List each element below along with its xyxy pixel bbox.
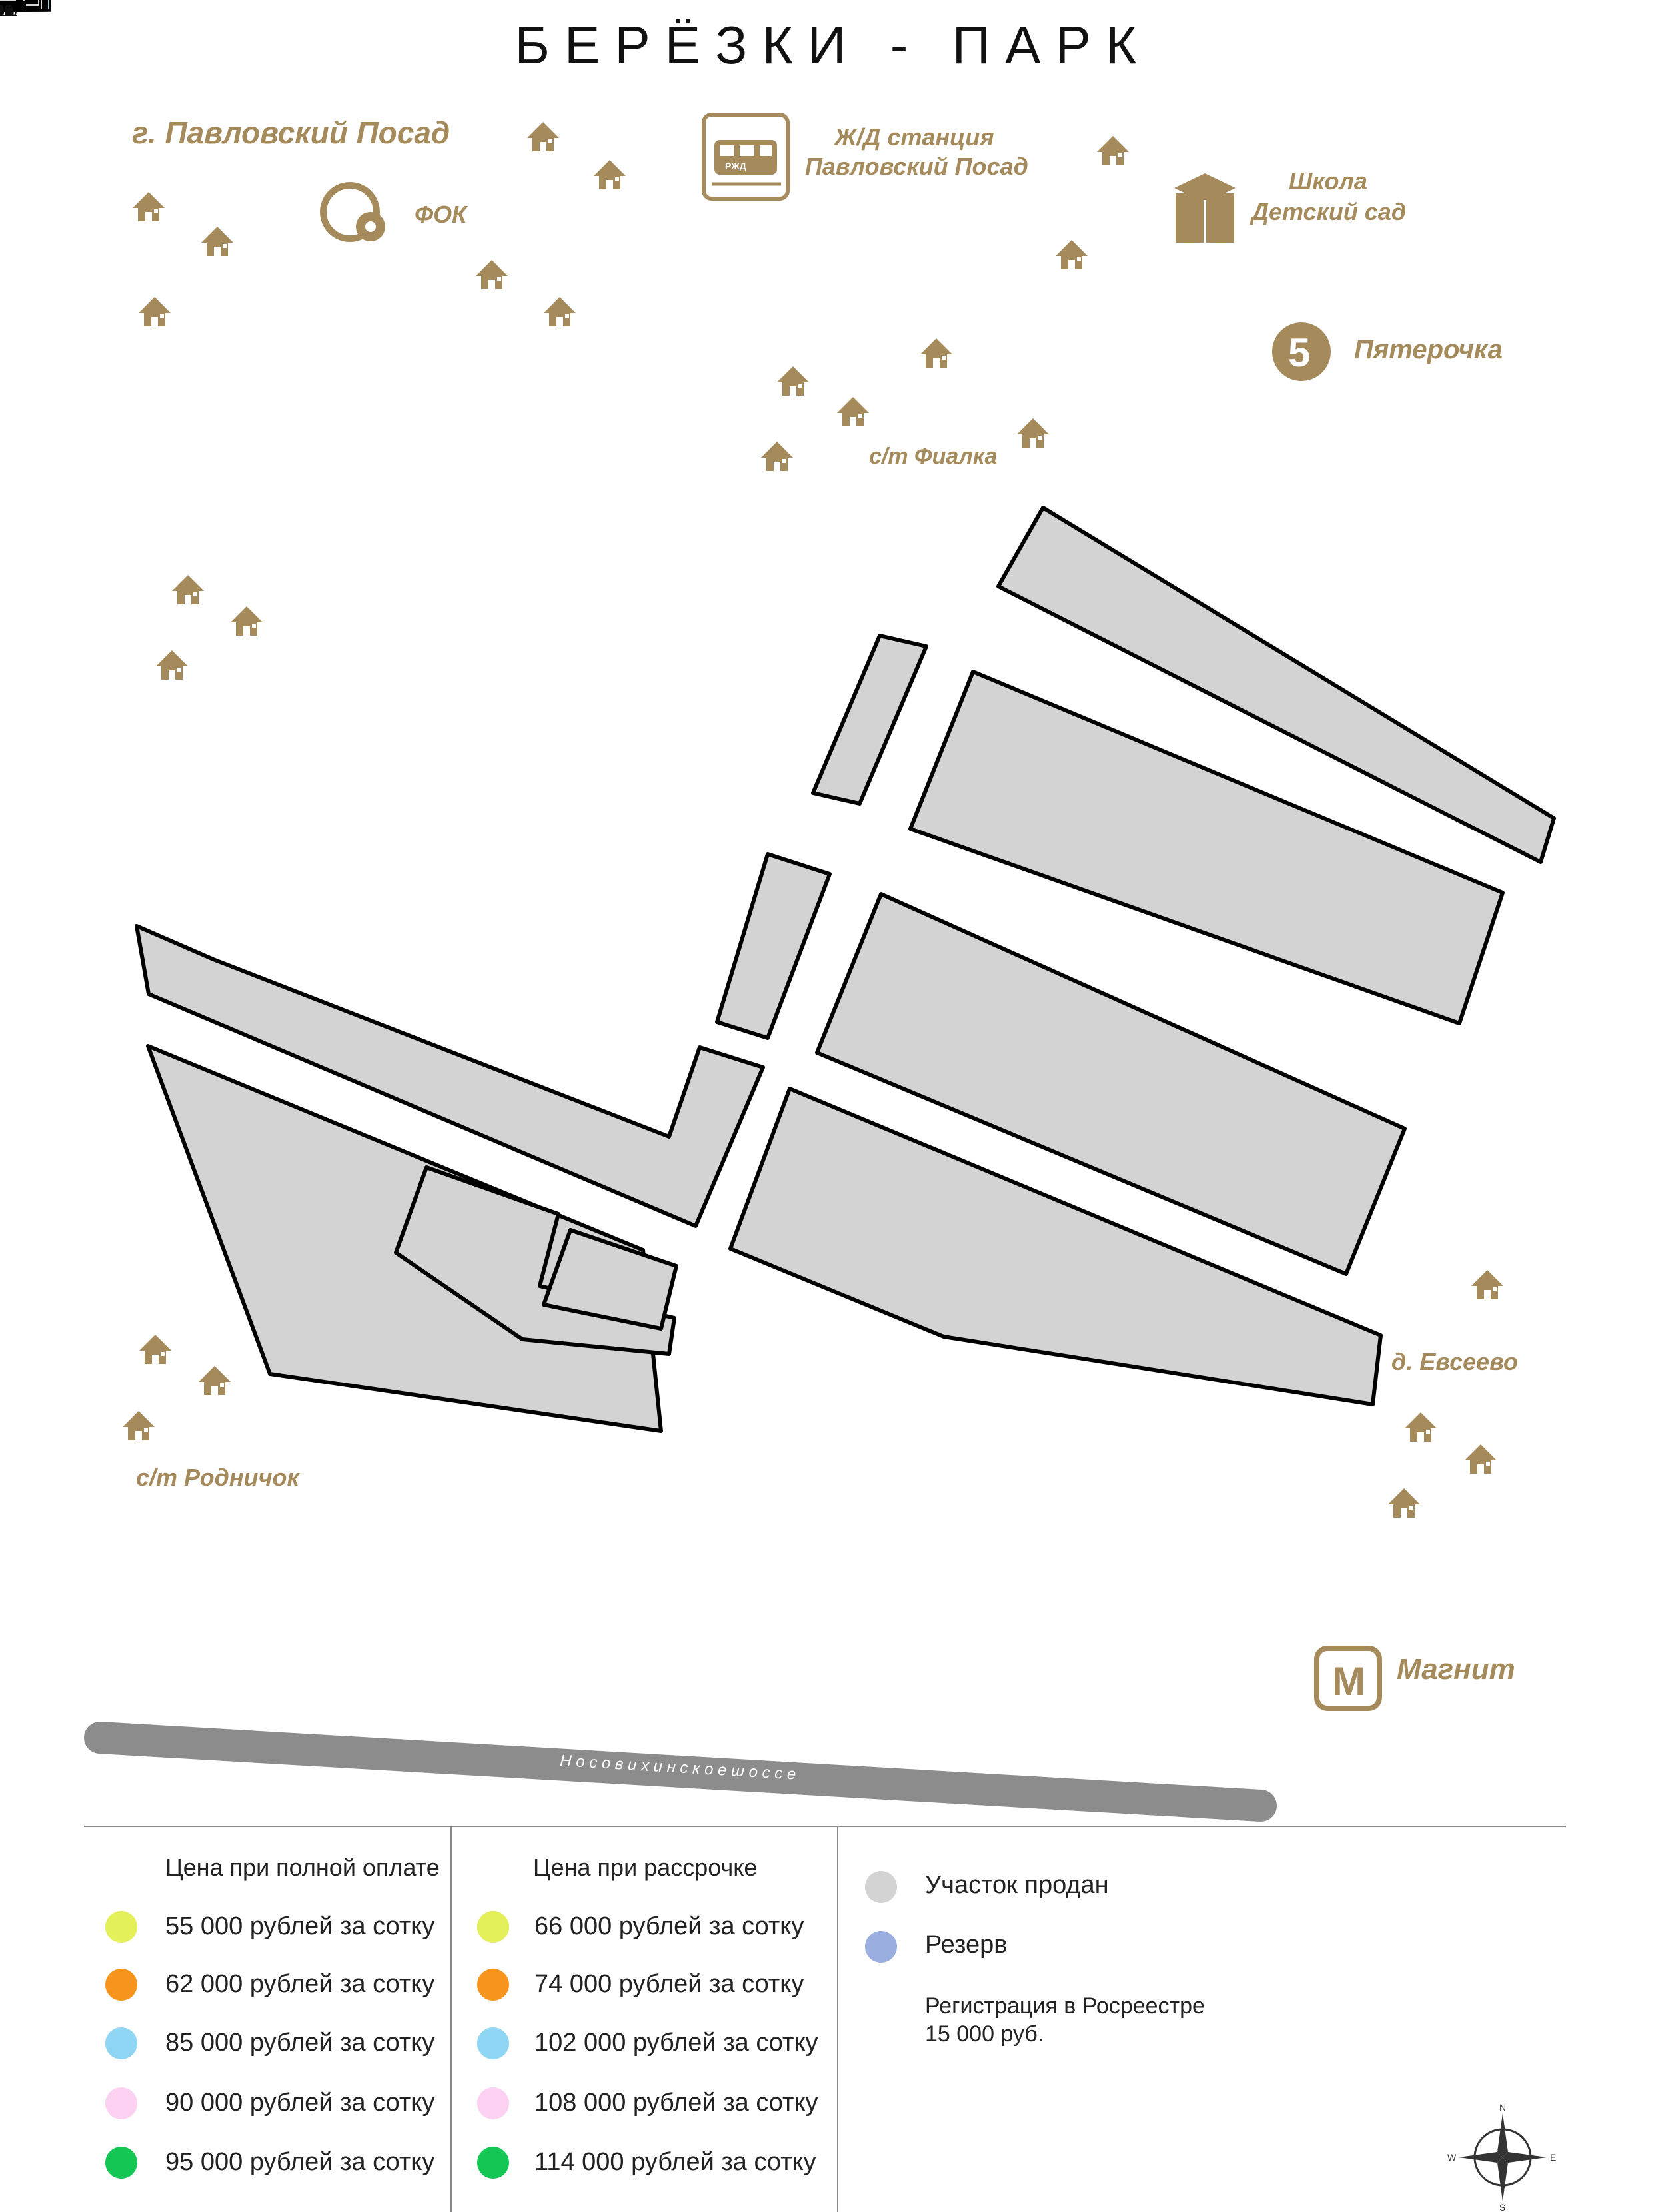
lot-area: 0	[4, 2, 14, 20]
lot-area: 0	[4, 2, 14, 20]
house-icon	[199, 1366, 231, 1395]
lot-area: 6	[4, 2, 14, 20]
installment-price-swatch	[477, 2087, 509, 2119]
house-icon	[1017, 418, 1049, 448]
lot-area: 4	[4, 2, 14, 20]
house-icon	[544, 297, 576, 326]
lot-area: 0	[4, 2, 14, 20]
lot-area: 0	[4, 2, 14, 20]
lot-area: 0	[4, 2, 14, 20]
lot-area: 8	[4, 2, 14, 20]
school-label-line2: Детский сад	[1251, 198, 1407, 225]
lot-area: 0	[4, 2, 14, 20]
lot-area: 0	[4, 2, 14, 20]
full-price-swatch	[105, 2027, 137, 2059]
house-icon	[133, 192, 165, 221]
lot-area: 0	[4, 2, 14, 20]
lot-area: 0	[4, 2, 14, 20]
lot-area: 0	[4, 2, 14, 20]
station-label-line1: Ж/Д станция	[834, 123, 994, 151]
lot-area: 1	[4, 2, 14, 20]
lot-area: 0	[4, 2, 14, 20]
lot-area: 0	[4, 2, 14, 20]
lot-area: 0	[4, 2, 14, 20]
lot-area: 0	[4, 2, 14, 20]
installment-title: Цена при рассрочке	[533, 1854, 758, 1881]
lot-area: 0	[4, 2, 14, 20]
house-icon	[139, 1335, 171, 1364]
house-icon	[527, 122, 559, 151]
lot-area: 8	[4, 2, 14, 20]
full-price-label: 95 000 рублей за сотку	[165, 2148, 435, 2176]
house-icon	[1388, 1488, 1420, 1518]
lot-area: 0	[4, 2, 14, 20]
lot-area: 0	[4, 2, 14, 20]
lot-area: 5	[4, 2, 14, 20]
lot-area: 0	[4, 2, 14, 20]
lot-area: 0	[4, 2, 14, 20]
lot-area: 4	[4, 2, 14, 20]
lot-area: 1	[4, 2, 14, 20]
fialka-label: с/т Фиалка	[869, 444, 998, 469]
lot-area: 5	[4, 2, 14, 20]
lot-area: 0	[4, 2, 14, 20]
house-icon	[777, 366, 809, 396]
lot-area: 0	[4, 2, 14, 20]
lot-area: 0	[4, 2, 14, 20]
lot-area: 0	[4, 2, 14, 20]
lot-area: 0	[4, 2, 14, 20]
house-icon	[594, 160, 626, 189]
lot-area: 0	[4, 2, 14, 20]
lot-area: 0	[4, 2, 14, 20]
full-price-label: 62 000 рублей за сотку	[165, 1970, 435, 1998]
lot-area: 9	[4, 2, 14, 20]
plot-blocks	[137, 508, 1554, 1431]
house-icon	[231, 606, 263, 636]
pyaterochka-logo-icon	[1272, 322, 1331, 381]
house-icon	[1471, 1270, 1503, 1299]
lot-area: 0	[4, 2, 14, 20]
lot-area: 0	[4, 2, 14, 20]
sold-label: Участок продан	[925, 1871, 1109, 1899]
lot-area: 0	[4, 2, 14, 20]
lot-area: 0	[4, 2, 14, 20]
lot-area: 1	[4, 2, 14, 20]
lot-area: 8	[4, 2, 14, 20]
lot-area: 0	[4, 2, 14, 20]
lot-area: 0	[4, 2, 14, 20]
installment-price-swatch	[477, 2147, 509, 2179]
house-icon	[1097, 136, 1129, 165]
lot-area: 0	[4, 2, 14, 20]
lot-area: 0	[4, 2, 14, 20]
lot-area: 0	[4, 2, 14, 20]
rzd-badge: РЖД	[725, 161, 746, 171]
lot-area: 0	[4, 2, 14, 20]
lot-area: 0	[4, 2, 14, 20]
installment-price-label: 74 000 рублей за сотку	[534, 1970, 804, 1998]
lot-area: 1	[4, 2, 14, 20]
registration-note-line1: Регистрация в Росреестре	[925, 1993, 1205, 2019]
lot-area: 0	[4, 2, 14, 20]
full-payment-title: Цена при полной оплате	[165, 1854, 440, 1881]
lot-area: 8	[4, 2, 14, 20]
full-price-label: 55 000 рублей за сотку	[165, 1912, 435, 1940]
lot-area: 3	[4, 2, 14, 20]
lot-area: 0	[4, 2, 14, 20]
lot-area: 7	[4, 2, 14, 20]
installment-price-label: 102 000 рублей за сотку	[534, 2029, 818, 2057]
lot-area: 7	[4, 2, 14, 20]
lot-area: 0	[4, 2, 14, 20]
lot-area: 8	[4, 2, 14, 20]
lot-area: 0	[4, 2, 14, 20]
lot-area: 9	[4, 2, 14, 20]
highway-label: Н о с о в и х и н с к о е ш о с с е	[559, 1752, 797, 1784]
fok-label: ФОК	[415, 201, 467, 228]
compass-s: S	[1499, 2202, 1506, 2212]
lot-area: 8	[4, 2, 14, 20]
lot-area: 0	[4, 2, 14, 20]
house-icon	[761, 442, 793, 471]
compass-w: W	[1447, 2152, 1457, 2163]
sport-ball-icon	[323, 185, 385, 241]
lot-area: 5	[4, 2, 14, 20]
lot-area: 0	[4, 2, 14, 20]
pyaterochka-badge: 5	[1288, 330, 1311, 375]
lot-area: 0	[4, 2, 14, 20]
lot-area: 0	[4, 2, 14, 20]
house-icon	[476, 260, 508, 289]
lot-area: 0	[4, 2, 14, 20]
lot-area: 0	[4, 2, 14, 20]
lot-area: 0	[4, 2, 14, 20]
installment-price-swatch	[477, 1911, 509, 1943]
lot-area: 0	[4, 2, 14, 20]
magnit-logo-icon	[1317, 1648, 1379, 1708]
house-icon	[1405, 1412, 1437, 1442]
lot-area: 0	[4, 2, 14, 20]
lot-area: 0	[4, 2, 14, 20]
lot-area: 0	[4, 2, 14, 20]
lot-area: 0	[4, 2, 14, 20]
lot-area: 0	[4, 2, 14, 20]
lot-area: 7	[4, 2, 14, 20]
lot-area: 0	[4, 2, 14, 20]
lot-14[interactable]	[0, 0, 13, 20]
magnit-badge: М	[1332, 1659, 1365, 1704]
house-icon	[172, 575, 204, 604]
lot-area: 2	[4, 2, 14, 20]
full-price-label: 90 000 рублей за сотку	[165, 2089, 435, 2117]
lot-area: 0	[4, 2, 14, 20]
compass-n: N	[1499, 2102, 1507, 2113]
lot-area: 0	[4, 2, 14, 20]
house-icon	[123, 1411, 155, 1440]
lot-area: 0	[4, 2, 14, 20]
lot-area: 0	[4, 2, 14, 20]
lot-area: 0	[4, 2, 14, 20]
lot-area: 0	[4, 2, 14, 20]
house-icon	[1465, 1444, 1497, 1474]
lot-area: 0	[4, 2, 14, 20]
lot-area: 0	[4, 2, 14, 20]
lot-area: 0	[4, 2, 14, 20]
installment-price-swatch	[477, 2027, 509, 2059]
lot-area: 0	[4, 2, 14, 20]
lot-area: 0	[4, 2, 14, 20]
lot-area: 0	[4, 2, 14, 20]
lot-area: 0	[4, 2, 14, 20]
lot-area: 0	[4, 2, 14, 20]
lot-area: 0	[4, 2, 14, 20]
legend-column-divider	[837, 1826, 838, 2212]
lot-area: 0	[4, 2, 14, 20]
lot-area: 4	[4, 2, 14, 20]
school-icon	[1174, 173, 1236, 243]
sold-swatch	[865, 1871, 897, 1903]
pyaterochka-label: Пятерочка	[1354, 335, 1503, 364]
rodnichok-label: с/т Родничок	[136, 1464, 299, 1491]
lot-area: 0	[4, 2, 14, 20]
lot-area: 4	[4, 2, 14, 20]
full-price-swatch	[105, 2147, 137, 2179]
lot-area: 1	[4, 2, 14, 20]
lot-area: 3	[4, 2, 14, 20]
lot-area: 1	[4, 2, 14, 20]
lot-area: 0	[4, 2, 14, 20]
full-price-swatch	[105, 2087, 137, 2119]
installment-price-label: 108 000 рублей за сотку	[534, 2089, 818, 2117]
lot-area: 0	[4, 2, 14, 20]
lot-area: 0	[4, 2, 14, 20]
legend-divider	[84, 1826, 1566, 1827]
reserve-swatch	[865, 1931, 897, 1963]
lot-area: 0	[4, 2, 14, 20]
installment-price-swatch	[477, 1969, 509, 2001]
lot-area: 9	[4, 2, 14, 20]
lot-area: 0	[4, 2, 14, 20]
house-icon	[920, 338, 952, 368]
lot-area: 0	[4, 2, 14, 20]
lot-area: 0	[4, 2, 14, 20]
registration-note-line2: 15 000 руб.	[925, 2021, 1044, 2047]
highway	[100, 1738, 1261, 1806]
full-price-swatch	[105, 1969, 137, 2001]
lot-area: 3	[4, 2, 14, 20]
magnit-label: Магнит	[1397, 1653, 1515, 1686]
installment-price-label: 114 000 рублей за сотку	[534, 2148, 816, 2176]
lot-area: 0	[4, 2, 14, 20]
lot-area: 0	[4, 2, 14, 20]
lot-area: 1	[4, 2, 14, 20]
lot-area: 2	[4, 2, 14, 20]
lot-area: 0	[4, 2, 14, 20]
lot-area: 0	[4, 2, 14, 20]
lot-area: 0	[4, 2, 14, 20]
page-title: БЕРЁЗКИ - ПАРК	[514, 15, 1152, 75]
city-label: г. Павловский Посад	[132, 115, 450, 150]
school-label-line1: Школа	[1289, 167, 1367, 195]
lot-area: 2	[4, 2, 14, 20]
full-price-swatch	[105, 1911, 137, 1943]
lot-area: 0	[4, 2, 14, 20]
house-icon	[1056, 240, 1088, 269]
lot-area: 0	[4, 2, 14, 20]
house-icon	[156, 650, 188, 680]
station-label-line2: Павловский Посад	[805, 153, 1028, 180]
full-price-label: 85 000 рублей за сотку	[165, 2029, 435, 2057]
lot-area: 4	[4, 2, 14, 20]
lot-area: 0	[4, 2, 14, 20]
lot-area: 0	[4, 2, 14, 20]
lot-area: 4	[4, 2, 14, 20]
compass-e: E	[1550, 2152, 1557, 2163]
lot-area: 0	[4, 2, 14, 20]
lot-area: 0	[4, 2, 14, 20]
lot-area: 0	[4, 2, 14, 20]
lot-area: 0	[4, 2, 14, 20]
train-icon	[704, 115, 788, 199]
installment-price-label: 66 000 рублей за сотку	[534, 1912, 804, 1940]
lot-area: 0	[4, 2, 14, 20]
lot-area: 0	[4, 2, 14, 20]
lot-area: 0	[4, 2, 14, 20]
lot-area: 0	[4, 2, 14, 20]
house-icon	[837, 397, 869, 426]
lot-area: 1	[4, 2, 14, 20]
lot-area: 0	[4, 2, 14, 20]
lot-area: 0	[4, 2, 14, 20]
compass-rose	[1446, 2099, 1559, 2212]
lot-area: 9	[4, 2, 14, 20]
lot-area: 0	[4, 2, 14, 20]
house-icon	[201, 227, 233, 256]
evseevo-label: д. Евсеево	[1391, 1348, 1519, 1375]
legend-column-divider	[450, 1826, 452, 2212]
lot-area: 0	[4, 2, 14, 20]
lot-area: 0	[4, 2, 14, 20]
lot-area: 7	[4, 2, 14, 20]
house-icon	[139, 297, 171, 326]
reserve-label: Резерв	[925, 1931, 1008, 1959]
lot-area: 6	[4, 2, 14, 20]
lot-area: 9	[4, 2, 14, 20]
